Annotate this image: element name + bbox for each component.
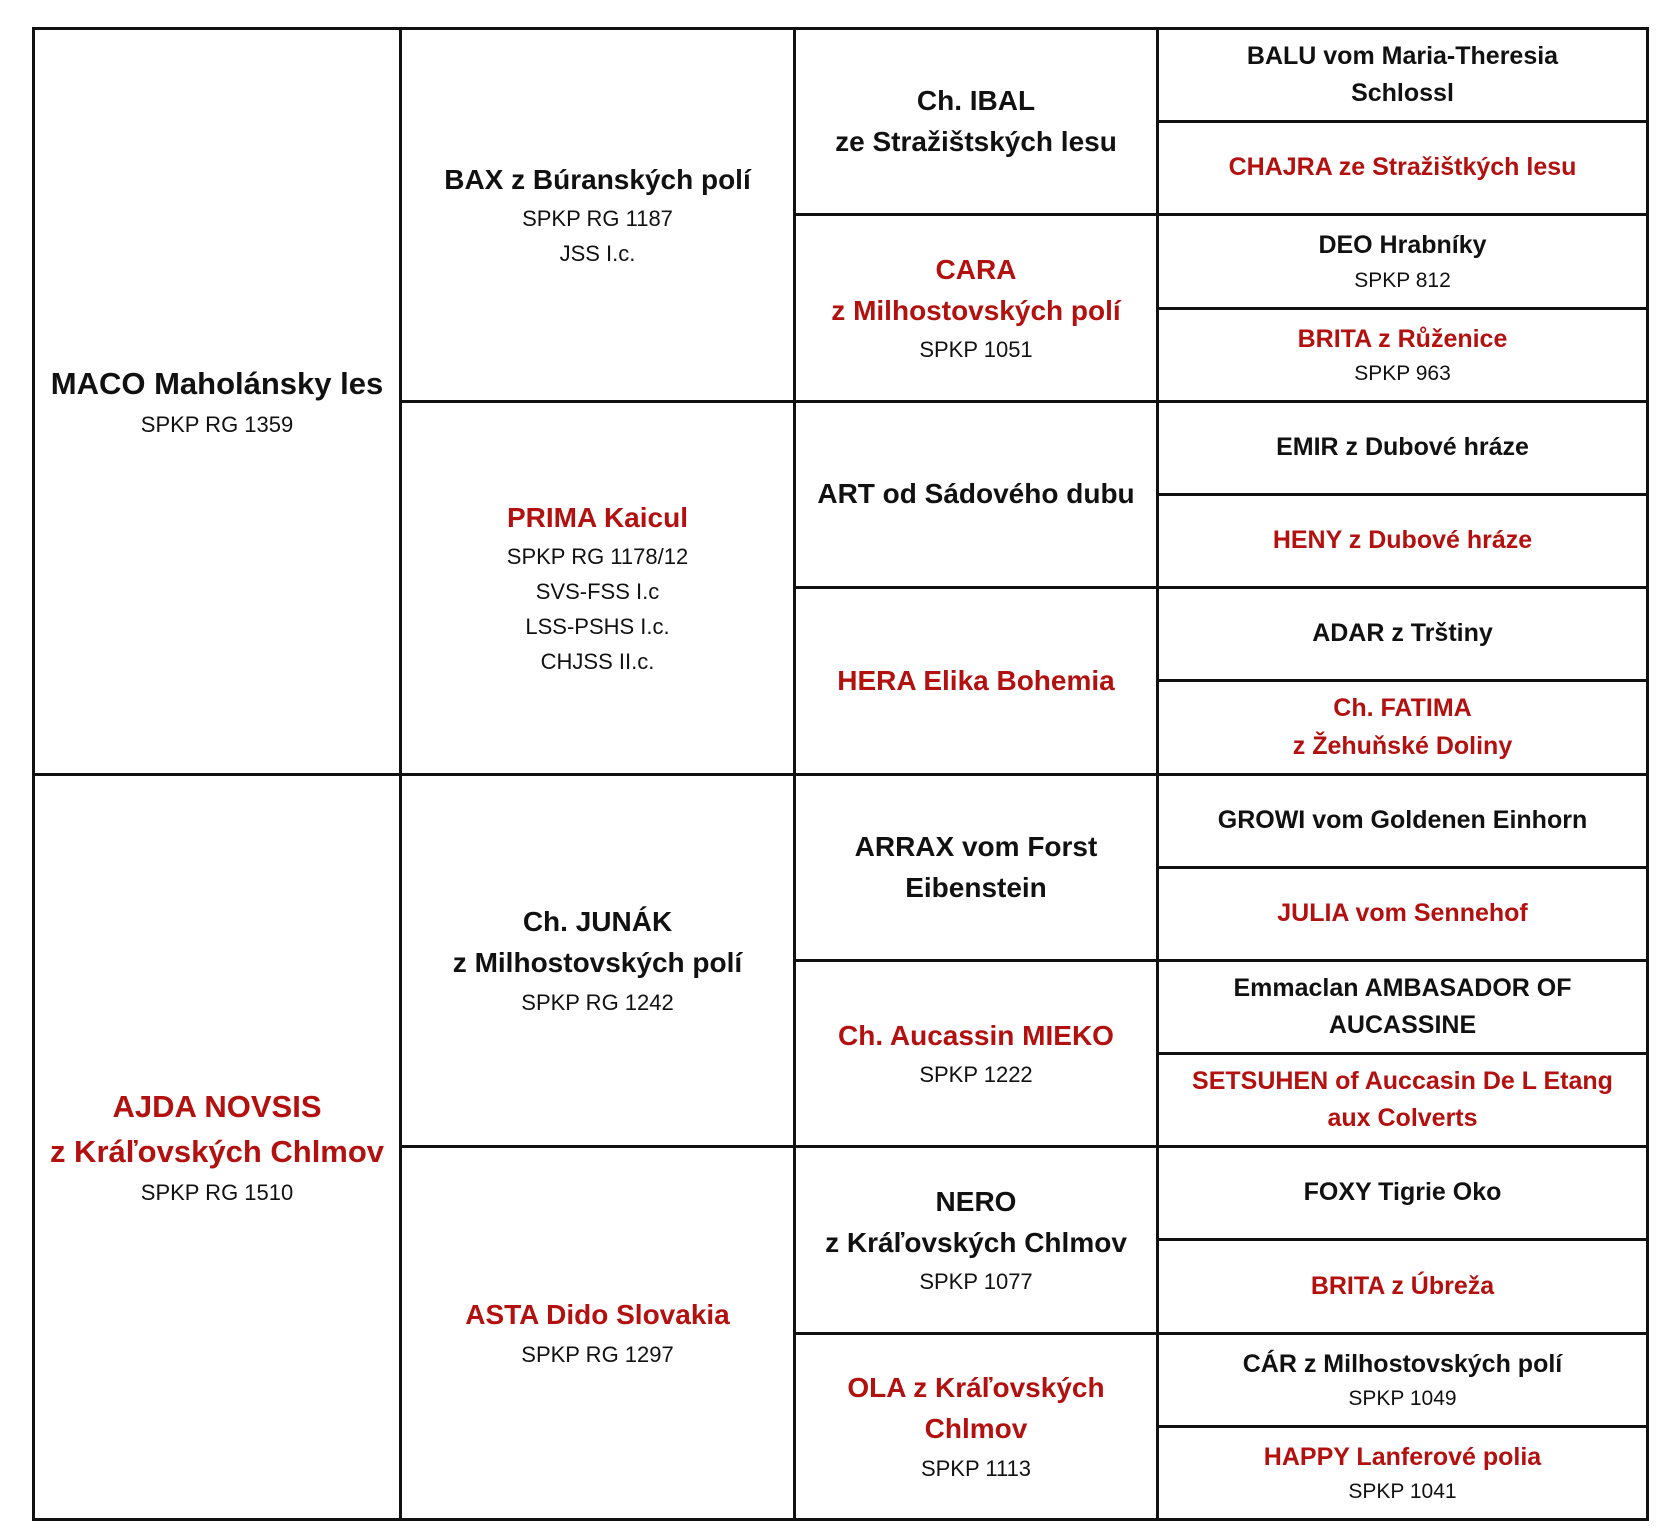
registration-number: SPKP 1077: [919, 1269, 1033, 1295]
dog-name: OLA z Kráľovských Chlmov: [847, 1372, 1105, 1444]
dog-name: AJDA NOVSIS: [112, 1088, 322, 1124]
show-title: CHJSS II.c.: [540, 649, 655, 675]
dog-name: CARA: [935, 253, 1017, 285]
pedigree-cell-gen4-male: [1156, 1145, 1649, 1241]
registration-number: SPKP 1041: [1348, 1480, 1457, 1503]
registration-number: SPKP RG 1510: [140, 1180, 294, 1206]
registration-number: SPKP RG 1242: [521, 989, 674, 1015]
dog-name: JULIA vom Sennehof: [1277, 899, 1528, 928]
dog-name: SETSUHEN of Auccasin De L Etang: [1192, 1066, 1613, 1095]
pedigree-cell-gen1-female: [32, 773, 402, 1521]
dog-name: HAPPY Lanferové polia: [1263, 1442, 1542, 1471]
dog-name: NERO: [935, 1185, 1017, 1217]
dog-name: ze Stražištských lesu: [835, 125, 1117, 157]
dog-name: GROWI vom Goldenen Einhorn: [1217, 806, 1588, 835]
dog-name: CHAJRA ze Stražištkých lesu: [1228, 153, 1577, 182]
show-title: LSS-PSHS I.c.: [525, 614, 670, 640]
show-title: SVS-FSS I.c: [535, 579, 660, 605]
pedigree-cell-gen4-female: [1156, 1425, 1649, 1521]
pedigree-cell-gen4-male: [1156, 773, 1649, 869]
pedigree-cell-gen3-male: [793, 1145, 1159, 1335]
pedigree-cell-gen2-female: [399, 400, 796, 776]
pedigree-cell-gen4-male: [1156, 400, 1649, 496]
dog-name: Schlossl: [1351, 79, 1454, 107]
pedigree-cell-gen4-female: [1156, 1238, 1649, 1335]
dog-name: HENY z Dubové hráze: [1272, 526, 1533, 555]
dog-name: ASTA Dido Slovakia: [465, 1299, 730, 1331]
pedigree-cell-gen3-female: [793, 1332, 1159, 1521]
registration-number: SPKP 1113: [920, 1455, 1032, 1481]
pedigree-cell-gen4-female: [1156, 120, 1649, 216]
dog-name: MACO Maholánsky les: [50, 365, 384, 401]
pedigree-cell-gen4-female: [1156, 307, 1649, 403]
pedigree-cell-gen3-female: [793, 586, 1159, 776]
pedigree-table: [32, 27, 1646, 1518]
pedigree-cell-gen4-female: [1156, 1052, 1649, 1148]
registration-number: SPKP 812: [1354, 268, 1451, 292]
dog-name: ARRAX vom Forst: [854, 830, 1098, 862]
dog-name: Ch. FATIMA: [1333, 694, 1472, 722]
dog-name: Ch. JUNÁK: [522, 906, 673, 938]
dog-name: z Kráľovských Chlmov: [49, 1133, 385, 1169]
registration-number: SPKP 1049: [1348, 1387, 1457, 1410]
registration-number: SPKP RG 1187: [522, 206, 673, 232]
dog-name: Emmaclan AMBASADOR OF: [1233, 973, 1572, 1002]
dog-name: z Milhostovských polí: [452, 947, 743, 978]
dog-name: z Milhostovských polí: [831, 294, 1121, 326]
show-title: JSS I.c.: [559, 241, 636, 267]
dog-name: z Žehuňské Doliny: [1292, 731, 1513, 760]
pedigree-cell-gen4-male: [1156, 213, 1649, 310]
pedigree-cell-gen4-male: [1156, 586, 1649, 682]
pedigree-cell-gen3-female: [793, 959, 1159, 1148]
registration-number: SPKP RG 1178/12: [506, 544, 689, 570]
pedigree-cell-gen3-male: [793, 27, 1159, 216]
pedigree-cell-gen4-female: [1156, 679, 1649, 776]
dog-name: z Kráľovských Chlmov: [825, 1226, 1127, 1258]
pedigree-cell-gen3-male: [793, 773, 1159, 962]
pedigree-cell-gen3-male: [793, 400, 1159, 589]
dog-name: Ch. IBAL: [916, 84, 1036, 116]
registration-number: SPKP RG 1297: [521, 1341, 674, 1367]
registration-number: SPKP 1051: [919, 337, 1033, 363]
dog-name: HERA Elika Bohemia: [837, 664, 1115, 696]
dog-name: CÁR z Milhostovských polí: [1242, 1349, 1563, 1378]
dog-name: ART od Sádového dubu: [817, 478, 1135, 510]
dog-name: DEO Hrabníky: [1318, 231, 1487, 259]
dog-name: ADAR z Trštiny: [1312, 619, 1493, 648]
pedigree-cell-gen2-male: [399, 27, 796, 403]
pedigree-cell-gen2-female: [399, 1145, 796, 1521]
dog-name: BALU vom Maria-Theresia: [1246, 41, 1559, 70]
pedigree-cell-gen4-female: [1156, 866, 1649, 962]
dog-name: Eibenstein: [905, 871, 1047, 903]
dog-name: Ch. Aucassin MIEKO: [838, 1019, 1114, 1051]
dog-name: BAX z Búranských polí: [444, 163, 751, 195]
dog-name: FOXY Tigrie Oko: [1303, 1178, 1502, 1207]
dog-name: BRITA z Růženice: [1297, 324, 1508, 353]
pedigree-cell-gen4-male: [1156, 27, 1649, 123]
pedigree-cell-gen4-female: [1156, 493, 1649, 589]
pedigree-cell-gen3-female: [793, 213, 1159, 403]
dog-name: EMIR z Dubové hráze: [1276, 433, 1529, 462]
dog-name: PRIMA Kaicul: [507, 501, 688, 533]
pedigree-cell-gen4-male: [1156, 959, 1649, 1055]
registration-number: SPKP 963: [1354, 362, 1451, 385]
registration-number: SPKP RG 1359: [140, 412, 294, 438]
dog-name: AUCASSINE: [1328, 1011, 1477, 1039]
pedigree-cell-gen4-male: [1156, 1332, 1649, 1428]
registration-number: SPKP 1222: [919, 1062, 1033, 1088]
dog-name: BRITA z Úbreža: [1310, 1271, 1495, 1300]
pedigree-cell-gen2-male: [399, 773, 796, 1148]
dog-name: aux Colverts: [1327, 1104, 1478, 1132]
pedigree-cell-gen1-male: [32, 27, 402, 776]
